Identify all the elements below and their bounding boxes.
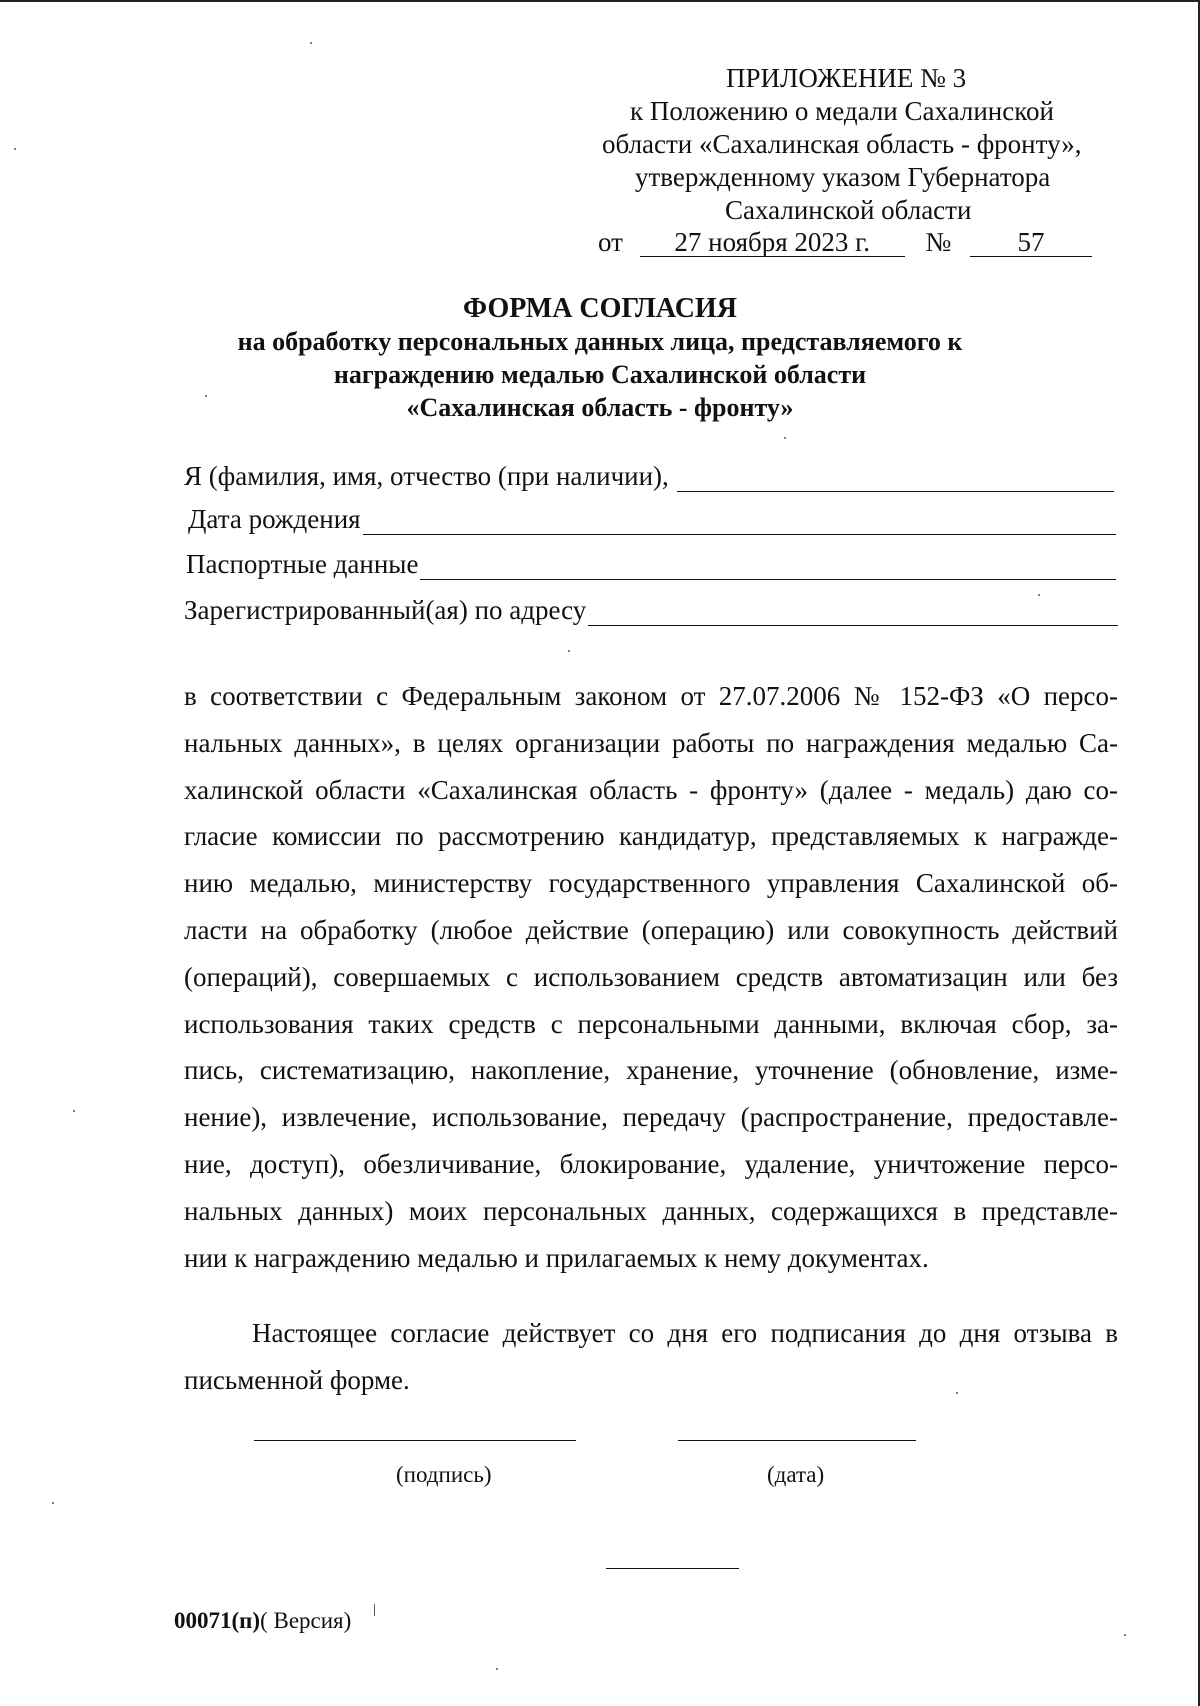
passport-field[interactable] (420, 549, 1116, 580)
consent-body (184, 673, 1118, 1281)
body-line: нии к награждению медалью и прилагаемых к нему документах. (184, 1242, 929, 1273)
decree-date: 27 ноября 2023 г. (640, 226, 905, 257)
address-label: Зарегистрированный(ая) по адресу (184, 595, 587, 625)
scan-speck (52, 1502, 54, 1504)
body-line: гласие комиссии по рассмотрению кандидатур, представляемых к награжде- (184, 821, 1118, 852)
body-line: нальных данных», в целях организации работы по награждения медалью Са- (184, 727, 1118, 758)
footer-code: 00071(п) (174, 1608, 261, 1633)
page-border-top (0, 0, 1200, 2)
scan-speck (14, 148, 16, 150)
title-line-2: награждению медалью Сахалинской области (333, 360, 867, 389)
scan-speck (1124, 1634, 1126, 1636)
body-line: использования таких средств с персональными данными, включая сбор, за- (184, 1008, 1118, 1039)
body-line: (операций), совершаемых с использованием средств автоматизацин или без (184, 961, 1118, 992)
body-line: ласти на обработку (любое действие (операцию) или совокупность действий (184, 914, 1118, 945)
body-line: пись, систематизацию, накопление, хранение, уточнение (обновление, изме- (184, 1055, 1118, 1086)
footer-version: ( Версия) (260, 1608, 352, 1633)
body-line: нальных данных) моих персональных данных, содержащихся в представле- (184, 1195, 1118, 1226)
address-field-row (184, 592, 1118, 626)
header-line-1: к Положению о медали Сахалинской (630, 96, 1054, 126)
birth-label: Дата рождения (188, 504, 361, 534)
scan-speck (205, 395, 207, 397)
title-line-3: «Сахалинская область - фронту» (406, 393, 794, 422)
title-line-1: на обработку персональных данных лица, представляемого к (237, 327, 963, 356)
name-label: Я (фамилия, имя, отчество (при наличии), (184, 461, 669, 491)
scan-speck (310, 42, 312, 44)
date-prefix: от (598, 227, 623, 257)
number-prefix: № (925, 227, 952, 257)
signature-caption: (подпись) (396, 1462, 492, 1487)
body-line: в соответствии с Федеральным законом от 27.07.2006 № 152-ФЗ «О персо- (184, 681, 1118, 711)
body-line: нию медалью, министерству государственного управления Сахалинской об- (184, 868, 1118, 899)
document-code (174, 1608, 351, 1634)
body-line: ние, доступ), обезличивание, блокирование, удаление, уничтожение персо- (184, 1148, 1118, 1179)
validity-paragraph (184, 1310, 1118, 1404)
decree-date-row (598, 226, 1092, 259)
passport-label: Паспортные данные (186, 549, 419, 579)
scan-speck (73, 1110, 75, 1112)
scan-speck (568, 650, 570, 652)
title-main: ФОРМА СОГЛАСИЯ (463, 293, 737, 324)
header-line-4: Сахалинской области (725, 195, 972, 225)
scan-speck (956, 1392, 958, 1394)
validity-line-2: письменной форме. (184, 1364, 410, 1395)
end-divider (606, 1568, 739, 1569)
date-caption: (дата) (767, 1462, 825, 1487)
date-line[interactable] (678, 1440, 916, 1441)
name-field[interactable] (677, 461, 1114, 492)
scan-speck (374, 1604, 375, 1616)
header-line-3: утвержденному указом Губернатора (635, 162, 1051, 192)
signature-line[interactable] (254, 1440, 576, 1441)
form-title (150, 292, 1050, 424)
validity-line-1: Настоящее согласие действует со дня его подписания до дня отзыва в (252, 1318, 1118, 1348)
appendix-heading: ПРИЛОЖЕНИЕ № 3 (726, 63, 967, 93)
name-field-row (184, 458, 1114, 492)
scan-speck (496, 1668, 498, 1670)
address-field[interactable] (588, 595, 1118, 626)
birth-field-row (188, 501, 1116, 535)
header-line-2: области «Сахалинская область - фронту», (602, 129, 1082, 159)
body-line: нение), извлечение, использование, передачу (распространение, предоставле- (184, 1102, 1118, 1133)
birth-date-field[interactable] (363, 504, 1116, 535)
passport-field-row (186, 546, 1116, 580)
scan-speck (1038, 594, 1040, 596)
decree-number: 57 (970, 226, 1092, 257)
body-line: халинской области «Сахалинская область - фронту» (далее - медаль) даю со- (184, 774, 1118, 805)
scan-speck (784, 437, 786, 439)
